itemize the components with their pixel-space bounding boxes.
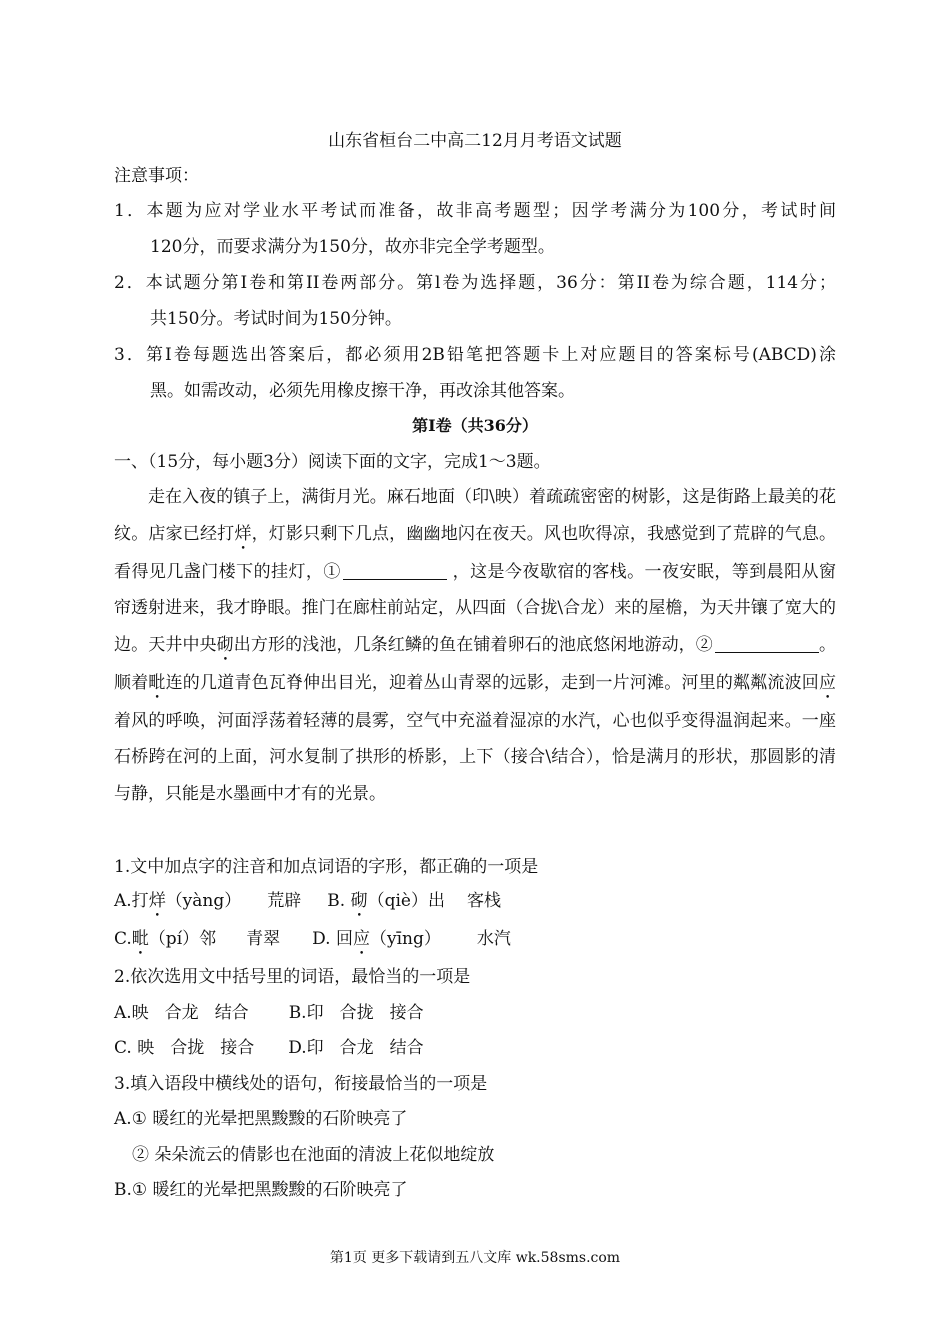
option-d: D. 回应（yīng） 水汽: [312, 929, 511, 949]
page-title: 山东省桓台二中高二12月月考语文试题: [328, 131, 622, 151]
section-title: 第Ⅰ卷（共36分）: [412, 416, 538, 435]
question-3-option-a-line-2: ② 朵朵流云的倩影也在池面的清波上花似地绽放: [132, 1145, 495, 1165]
page-footer: 第1页 更多下载请到五八文库 wk.58sms.com: [329, 1250, 621, 1266]
passage-text: ，灯影只剩下几点，幽幽地闪在夜天。风也吹得凉，我感觉到了荒辟的气息。看得见几盏门楼下的挂灯，①: [114, 523, 837, 582]
notice-heading: 注意事项：: [114, 166, 199, 186]
question-2-options-cd: [114, 1033, 424, 1058]
option-a: A.映 合龙 结合: [114, 1003, 249, 1023]
question-3-option-b-line-1: B.① 暖红的光晕把黑黢黢的石阶映亮了: [114, 1180, 408, 1200]
notice-item-3-line-1: 3．第I卷每题选出答案后，都必须用2B铅笔把答题卡上对应题目的答案标号(ABCD)涂: [114, 345, 836, 365]
notice-item-3-line-2: 黑。如需改动，必须先用橡皮擦干净，再改涂其他答案。: [150, 381, 575, 401]
notice-item-2-line-1: 2．本试题分第I卷和第II卷两部分。第l卷为选择题，36分：第II卷为综合题，114分；: [114, 273, 836, 293]
notice-item-1-line-2: 120分，而要求满分为150分，故亦非完全学考题型。: [150, 237, 555, 257]
question-3-option-a-line-1: A.① 暖红的光晕把黑黢黢的石阶映亮了: [114, 1109, 408, 1129]
passage-text: 着风的呼唤，河面浮荡着轻薄的晨雾，空气中充溢着湿凉的水汽，心也似乎变得温润起来。一座石桥跨在河的上面，河水复制了拱形的桥影，上下（接合\结合），恰是满月的形状，那圆影的清与静，只能是水墨画中才有的光景。: [114, 710, 836, 804]
dotted-char: 烊: [234, 523, 252, 544]
option-b: B. 砌（qiè）出 客栈: [327, 891, 501, 911]
question-1-options-cd: [114, 924, 511, 959]
fill-blank-1: [343, 562, 447, 580]
part-instruction: 一、（15分，每小题3分）阅读下面的文字，完成1～3题。: [114, 452, 551, 472]
dotted-char: 毗: [148, 672, 166, 693]
passage-text: ，这是今夜歇宿的客栈。一夜安眠，等到晨阳从窗帘透射进来，我才睁眼。推门在廊柱前站定，从四面（合拢\合龙）来的屋檐，为天井镶了宽大的边。天井中央: [114, 561, 837, 655]
passage-text: 出方形的浅池，几条红鳞的鱼在铺着卵石的池底悠闲地游动，②: [233, 634, 713, 655]
question-2-options-ab: [114, 998, 424, 1023]
notice-item-2-line-2: 共150分。考试时间为150分钟。: [150, 309, 402, 329]
question-2-stem: 2.依次选用文中括号里的词语，最恰当的一项是: [114, 967, 471, 987]
option-d: D.印 合龙 结合: [288, 1038, 424, 1058]
question-1-options-ab: [114, 886, 501, 921]
question-3-stem: 3.填入语段中横线处的语句，衔接最恰当的一项是: [114, 1074, 488, 1094]
fill-blank-2: [715, 635, 819, 653]
notice-item-1-line-1: 1．本题为应对学业水平考试而准备，故非高考题型；因学考满分为100分，考试时间: [114, 201, 836, 221]
option-a: A.打烊（yàng） 荒辟: [114, 891, 302, 911]
option-c: C. 映 合拢 接合: [114, 1038, 255, 1058]
passage-text: 。顺着: [114, 634, 837, 693]
option-c: C.毗（pí）邻 青翠: [114, 929, 281, 949]
dotted-char: 砌: [216, 634, 234, 655]
passage-text: 走在入夜的镇子上，满街月光。麻石地面（印\映）着疏疏密密的树影，这是街路上最美的花纹。店家已经打: [114, 487, 836, 544]
passage-text: 连的几道青色瓦脊伸出目光，迎着丛山青翠的远影，走到一片河滩。河里的粼粼流波回: [165, 672, 820, 693]
dotted-char: 应: [819, 672, 837, 693]
question-1-stem: 1.文中加点字的注音和加点词语的字形，都正确的一项是: [114, 857, 539, 877]
option-b: B.印 合拢 接合: [288, 1003, 424, 1023]
reading-passage: [114, 479, 836, 812]
